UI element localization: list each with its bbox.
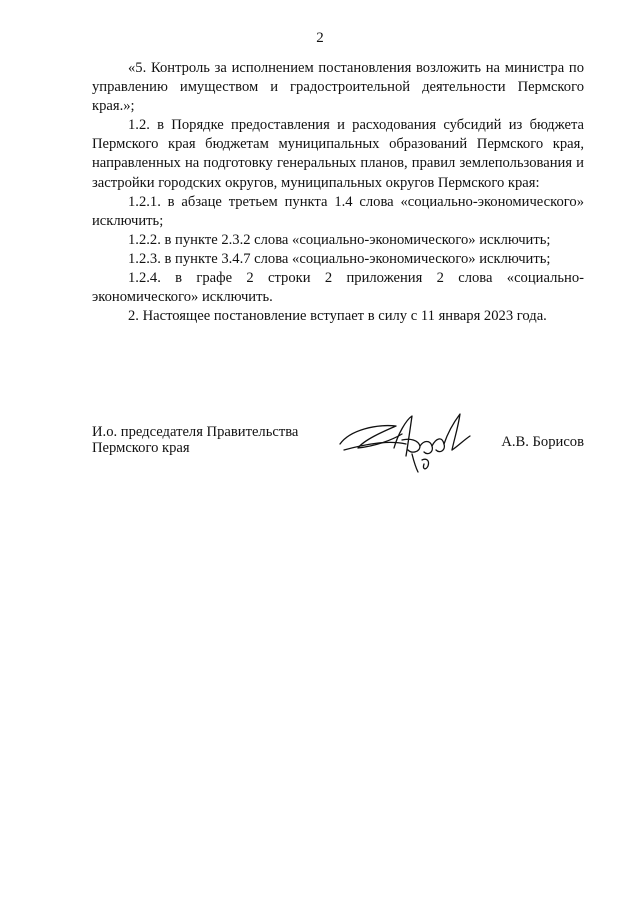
signatory-title bbox=[92, 424, 298, 456]
signatory-name: А.В. Борисов bbox=[501, 434, 584, 450]
page-number: 2 bbox=[316, 30, 324, 46]
paragraph-1-2: 1.2. в Порядке предоставления и расходования субсидий из бюджета Пермского края бюджетам муниципальных образований Пермского края, направленных на подготовку генеральных планов, правил землепользования и застройки городских округов, муниципальных округов Пермского края: bbox=[92, 117, 584, 191]
paragraph-control-clause: «5. Контроль за исполнением постановления возложить на министра по управлению имуществом и градостроительной деятельности Пермского края.»; bbox=[92, 60, 584, 115]
document-body bbox=[92, 59, 584, 326]
handwritten-signature-icon bbox=[336, 410, 476, 474]
signatory-title-line-1: И.о. председателя Правительства bbox=[92, 424, 299, 440]
paragraph-1-2-2: 1.2.2. в пункте 2.3.2 слова «социально-экономического» исключить; bbox=[128, 231, 551, 248]
paragraph-2-effective-date: 2. Настоящее постановление вступает в силу с 11 января 2023 года. bbox=[128, 308, 547, 325]
paragraph-1-2-1: 1.2.1. в абзаце третьем пункта 1.4 слова «социально-экономического» исключить; bbox=[92, 193, 584, 229]
signatory-title-line-2: Пермского края bbox=[92, 440, 190, 456]
paragraph-1-2-3: 1.2.3. в пункте 3.4.7 слова «социально-экономического» исключить; bbox=[128, 250, 551, 267]
signature-block bbox=[92, 424, 584, 484]
paragraph-1-2-4: 1.2.4. в графе 2 строки 2 приложения 2 слова «социально-экономического» исключить. bbox=[92, 270, 584, 306]
